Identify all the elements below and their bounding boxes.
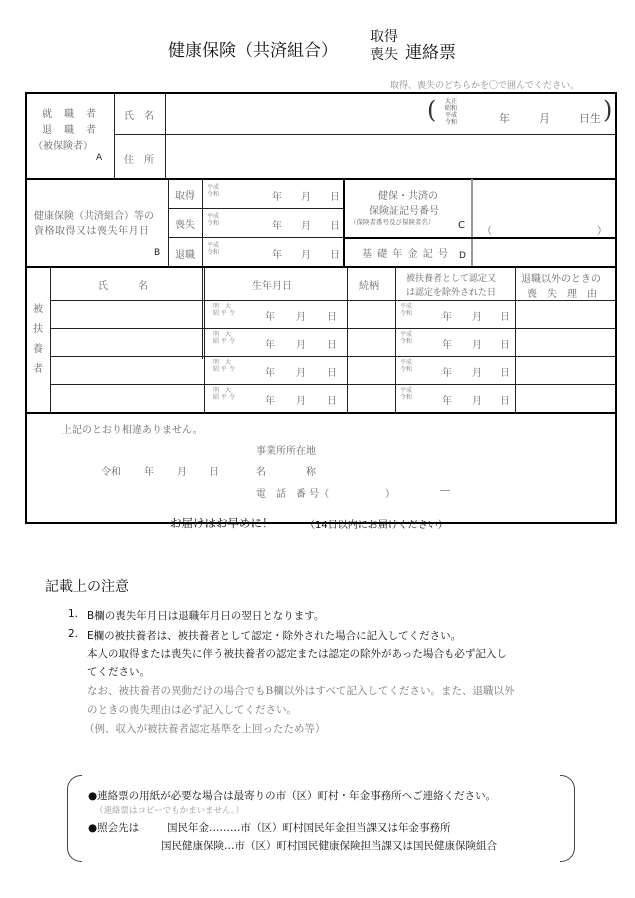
qualification-label-1: 健康保険（共済組合）等の [34,211,154,222]
pension-number-label: 基 礎 年 金 記 号 [362,249,449,260]
label-retired: 退 職 者 [42,125,97,136]
label-employed: 就 職 者 [42,109,97,120]
paren-close: ) [603,96,613,124]
header-certified-2: は認定を除外された日 [406,288,497,298]
header-name: 氏 名 [98,281,148,292]
contact-bracket-left [67,775,82,862]
header-certified-1: 被扶養者として認定又 [406,274,497,284]
phone-dash: ― [440,485,450,496]
header-relation: 続柄 [359,281,379,292]
form-title-suffix: 連絡票 [405,43,456,63]
date-month: 月 [177,467,187,478]
address-label: 住 所 [124,155,154,166]
date-era: 令和 [101,467,121,478]
section-letter-c: C [458,220,465,231]
qualification-label-2: 資格取得又は喪失年月日 [34,226,150,237]
note-gray-2: のときの喪失理由は必ず記入してください。 [87,704,297,716]
header-reason-1: 退職以外のときの [521,274,601,285]
birth-year-label: 年 [499,112,510,125]
option-acquire[interactable]: 取得 [370,29,398,45]
circle-instruction: 取得、喪失のどちらかを〇で囲んでください。 [390,81,580,91]
section-letter-d: D [459,251,466,261]
insured-name-field[interactable] [166,94,430,134]
insurance-card-label-2: 保険証記号番号 [369,206,439,217]
option-lose[interactable]: 喪失 [370,47,398,63]
contact-line-3: 国民健康保険…市（区）町村国民健康保険担当課又は国民健康保険組合 [161,840,497,852]
header-reason-2: 喪 失 理 由 [527,289,597,300]
insured-address-field[interactable] [166,135,614,178]
birth-month-label: 月 [539,112,550,125]
date-day: 日 [209,467,219,478]
contact-line-1: ●連絡票の用紙が必要な場合は最寄りの市（区）町村・年金事務所へご連絡ください。 [88,790,497,802]
contact-line-1-sub: （連絡票はコピーでもかまいません。） [95,806,244,816]
birth-day-label: 日生 [579,112,601,125]
note-continuation-1: 本人の取得または喪失に伴う被扶養者の認定または認定の除外があった場合も必ず記入し [87,648,507,660]
insurance-card-number-field[interactable]: （ ） [482,226,607,237]
contact-line-2-label: ●照会先は [88,822,140,834]
office-name-label: 名 称 [256,467,316,478]
deadline-sub: （14日以内にお届けください） [305,520,448,531]
note-number-1: 1. [68,608,79,620]
pension-number-field[interactable] [474,239,614,266]
contact-line-2: 国民年金………市（区）町村国民年金担当課又は年金事務所 [167,822,451,834]
note-text-2: E欄の被扶養者は、被扶養者として認定・除外された場合に記入してください。 [87,630,462,642]
note-gray-3: （例、収入が被扶養者認定基準を上回ったため等） [84,723,326,735]
phone-label: 電 話 番 号（ [256,489,330,500]
insurance-card-label-1: 健保・共済の [378,191,438,202]
label-insured: （被保険者） [33,141,93,152]
form-title: 健康保険（共済組合） [168,41,338,61]
note-gray-1: なお、被扶養者の異動だけの場合でもB欄以外はすべて記入してください。また、退職以外 [87,685,515,697]
section-letter-b: B [154,248,161,258]
contact-bracket-right [560,775,575,862]
note-text-1: B欄の喪失年月日は退職年月日の翌日となります。 [87,610,325,622]
name-label: 氏 名 [124,111,154,122]
dependents-side-label: 被 扶 養 者 [33,304,43,375]
phone-paren-close: ） [385,489,395,500]
notes-title: 記載上の注意 [45,579,129,595]
title-options [370,28,398,64]
date-year: 年 [144,467,154,478]
insurance-card-sub-label: （保険者番号及び保険者名） [350,218,435,226]
declaration-statement: 上記のとおり相違ありません。 [62,425,203,436]
office-address-label: 事業所所在地 [256,446,316,457]
section-letter-a: A [96,153,103,163]
paren-open: ( [427,96,437,124]
note-number-2: 2. [68,628,79,640]
note-continuation-2: てください。 [87,666,150,678]
header-birthdate: 生年月日 [252,281,292,292]
deadline-main: お届けはお早めに！ [170,516,274,530]
era-options[interactable]: 大正 昭和 平成 令和 [445,98,458,126]
